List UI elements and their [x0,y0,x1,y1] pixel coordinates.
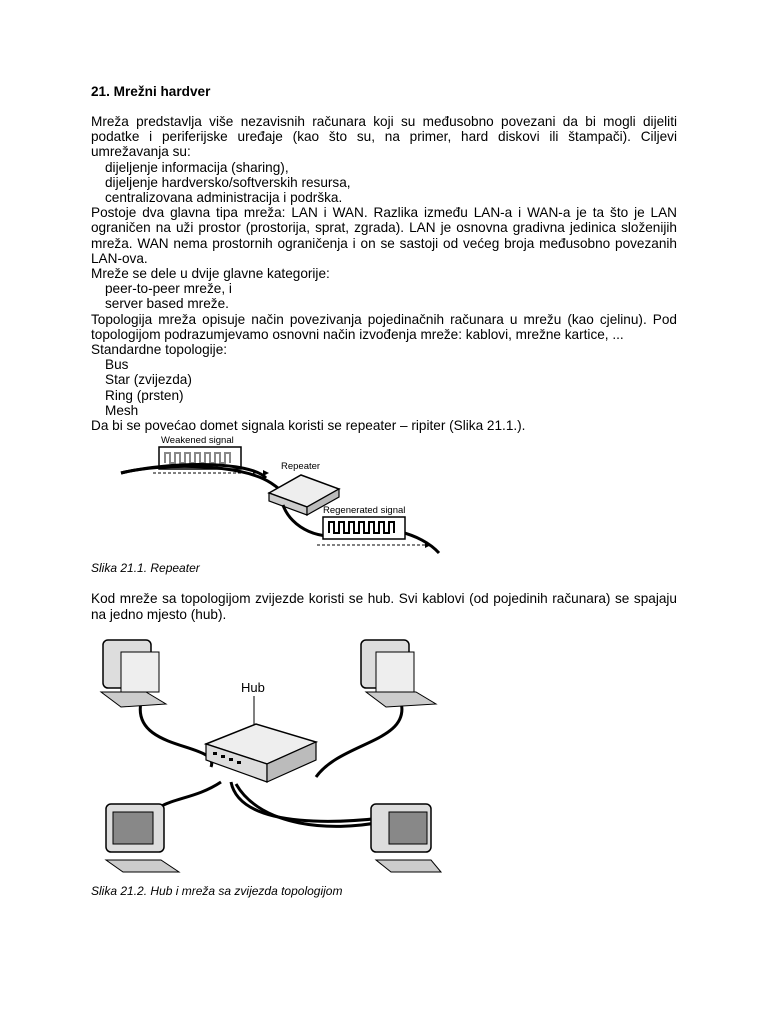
paragraph-network-definition: Mreža predstavlja više nezavisnih računara koji su međusobno povezani da bi mogli dijeliti podatke i periferijske uređaje (kao što su, na primer, hard diskovi ili štampači). Ciljevi umrežavanja su: [91,114,677,160]
computer-top-left [101,640,166,707]
repeater-figure [91,433,451,559]
paragraph-topology: Topologija mreža opisuje način povezivanja pojedinačnih računara u mrežu (kao cjelinu). Pod topologijom podrazumjevamo osnovni način izvođenja mreže: kablovi, mrežne kartice, ... [91,311,677,342]
repeater-label: Repeater [281,461,321,473]
goal-item: dijeljenje informacija (sharing), [105,159,289,175]
paragraph-repeater: Da bi se povećao domet signala koristi se repeater – ripiter (Slika 21.1.). [91,418,526,434]
regenerated-signal-label: Regenerated signal [323,505,406,517]
computer-bottom-right [371,804,441,872]
computer-top-right [361,640,436,707]
figure-caption: Slika 21.2. Hub i mreža sa zvijezda topologijom [91,883,343,898]
category-item: peer-to-peer mreže, i [105,281,232,297]
document-page [91,84,677,899]
hub-figure [91,632,451,882]
hub-label: Hub [241,679,265,695]
goal-item: centralizovana administracija i podrška. [105,190,343,206]
computer-bottom-left [106,804,179,872]
hub-device [206,724,316,782]
weakened-signal-label: Weakened signal [161,435,234,447]
figure-caption: Slika 21.1. Repeater [91,561,200,576]
paragraph-categories: Mreže se dele u dvije glavne kategorije: [91,266,330,282]
topology-item: Ring (prsten) [105,387,184,403]
topology-item: Mesh [105,402,139,418]
topology-item: Star (zvijezda) [105,372,192,388]
paragraph-standard-topologies: Standardne topologije: [91,342,228,358]
section-title: 21. Mrežni hardver [91,84,211,99]
paragraph-hub: Kod mreže sa topologijom zvijezde koristi se hub. Svi kablovi (od pojedinih računara) se spajaju na jedno mjesto (hub). [91,591,677,622]
topology-item: Bus [105,357,129,373]
category-item: server based mreže. [105,296,229,312]
goal-item: dijeljenje hardversko/softverskih resursa, [105,174,351,190]
paragraph-lan-wan: Postoje dva glavna tipa mreža: LAN i WAN. Razlika između LAN-a i WAN-a je ta što je LAN ograničen na uži prostor (prostorija, sprat, zgrada). LAN je osnovna gradivna jedinica složenijih mreža. WAN nema prostornih ograničenja i on se sastoji od većeg broja međusobno povezanih LAN-ova. [91,205,677,266]
